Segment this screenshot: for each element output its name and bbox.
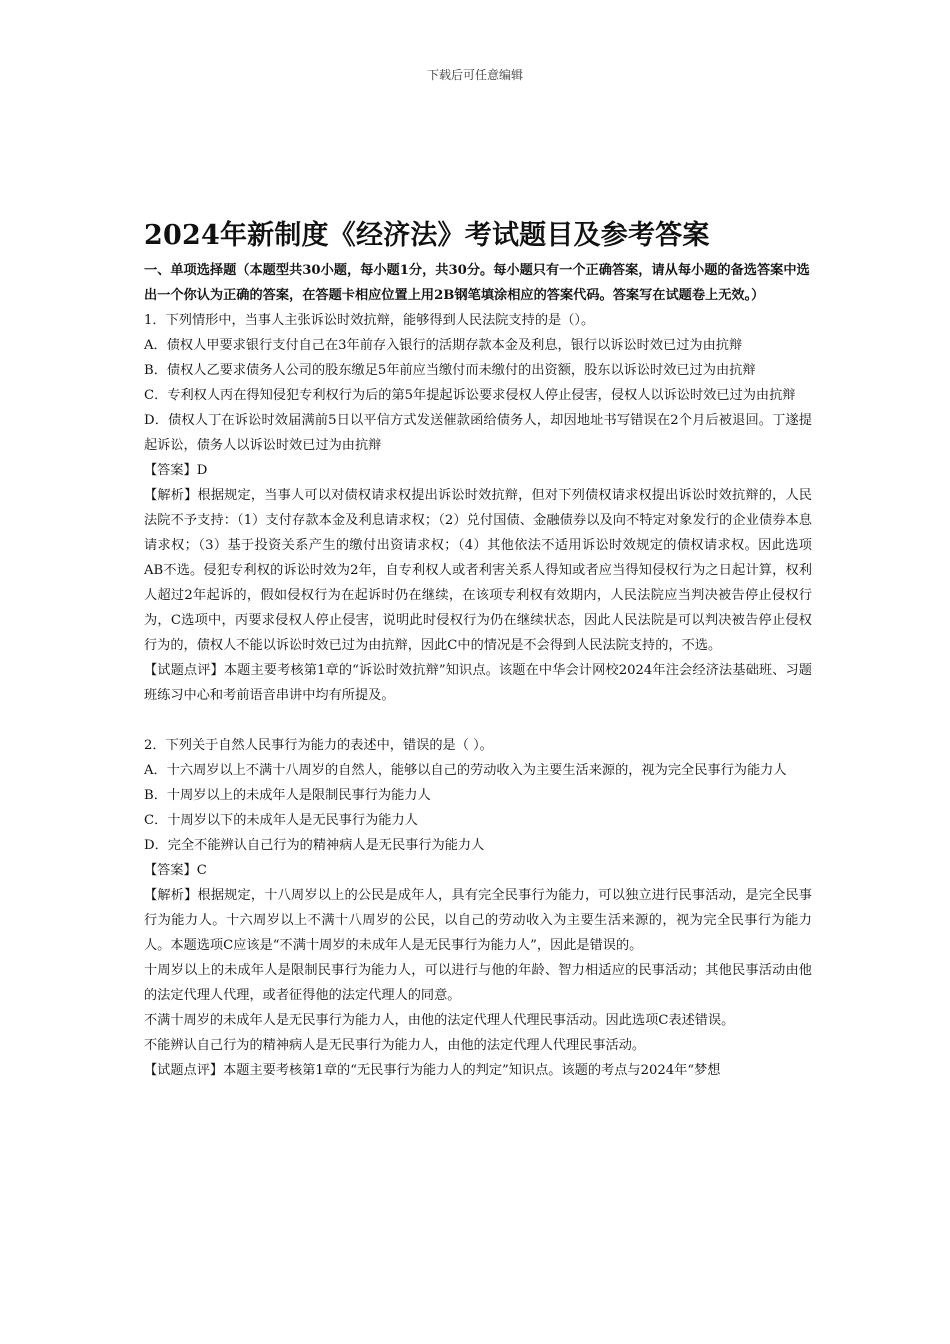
option-b: B．十周岁以上的未成年人是限制民事行为能力人 [144,788,431,803]
analysis-continued: 不能辨认自己行为的精神病人是无民事行为能力人，由他的法定代理人代理民事活动。 [144,1038,646,1053]
analysis-continued: 十周岁以上的未成年人是限制民事行为能力人，可以进行与他的年龄、智力相适应的民事活动；其他民事活动由他的法定代理人代理，或者征得他的法定代理人的同意。 [144,963,812,1003]
document-body [144,216,812,1083]
option-a: A．债权人甲要求银行支付自己在3年前存入银行的活期存款本金及利息，银行以诉讼时效已过为由抗辩 [144,338,743,353]
review: 【试题点评】本题主要考核第1章的“诉讼时效抗辩”知识点。该题在中华会计网校2024年注会经济法基础班、习题班练习中心和考前语音串讲中均有所提及。 [144,663,812,703]
document-title: 2024年新制度《经济法》考试题目及参考答案 [144,220,710,251]
analysis: 【解析】根据规定，当事人可以对债权请求权提出诉讼时效抗辩，但对下列债权请求权提出诉讼时效抗辩的，人民法院不予支持：（1）支付存款本金及利息请求权；（2）兑付国债、金融债券以及向不特定对象发行的企业债券本息请求权；（3）基于投资关系产生的缴付出资请求权；（4）其他依法不适用诉讼时效规定的债权请求权。因此选项AB不选。侵犯专利权的诉讼时效为2年，自专利权人或者利害关系人得知或者应当得知侵权行为之日起计算，权利人超过2年起诉的，假如侵权行为在起诉时仍在继续，在该项专利权有效期内，人民法院应当判决被告停止侵权行为，C选项中，丙要求侵权人停止侵害，说明此时侵权行为仍在继续状态，因此人民法院是可以判决被告停止侵权行为的，债权人不能以诉讼时效已过为由抗辩，因此C中的情况是不会得到人民法院支持的，不选。 [144,488,812,653]
analysis: 【解析】根据规定，十八周岁以上的公民是成年人，具有完全民事行为能力，可以独立进行民事活动，是完全民事行为能力人。十六周岁以上不满十八周岁的公民，以自己的劳动收入为主要生活来源的，视为完全民事行为能力人。本题选项C应该是“不满十周岁的未成年人是无民事行为能力人”，因此是错误的。 [144,888,812,953]
review: 【试题点评】本题主要考核第1章的“无民事行为能力人的判定”知识点。该题的考点与2024年“梦想 [144,1063,721,1078]
answer: 【答案】C [144,863,207,878]
option-d: D．债权人丁在诉讼时效届满前5日以平信方式发送催款函给债务人，却因地址书写错误在2个月后被退回。丁遂提起诉讼，债务人以诉讼时效已过为由抗辩 [144,413,812,453]
option-a: A．十六周岁以上不满十八周岁的自然人，能够以自己的劳动收入为主要生活来源的，视为完全民事行为能力人 [144,763,787,778]
question-1 [144,308,812,708]
answer: 【答案】D [144,463,208,478]
question-stem: 2．下列关于自然人民事行为能力的表述中，错误的是（ ）。 [144,738,493,753]
option-d: D．完全不能辨认自己行为的精神病人是无民事行为能力人 [144,838,485,853]
question-stem: 1．下列情形中，当事人主张诉讼时效抗辩，能够得到人民法院支持的是（）。 [144,313,595,328]
spacer [144,708,812,733]
question-2 [144,733,812,1083]
option-c: C．十周岁以下的未成年人是无民事行为能力人 [144,813,418,828]
option-c: C．专利权人丙在得知侵犯专利权行为后的第5年提起诉讼要求侵权人停止侵害，侵权人以诉讼时效已过为由抗辩 [144,388,796,403]
section-heading: 一、单项选择题（本题型共30小题，每小题1分，共30分。每小题只有一个正确答案，请从每小题的备选答案中选出一个你认为正确的答案，在答题卡相应位置上用2B钢笔填涂相应的答案代码。答案写在试题卷上无效。） [144,263,810,303]
header-note: 下载后可任意编辑 [426,68,523,82]
option-b: B．债权人乙要求债务人公司的股东缴足5年前应当缴付而未缴付的出资额，股东以诉讼时效已过为由抗辩 [144,363,756,378]
analysis-continued: 不满十周岁的未成年人是无民事行为能力人，由他的法定代理人代理民事活动。因此选项C表述错误。 [144,1013,735,1028]
